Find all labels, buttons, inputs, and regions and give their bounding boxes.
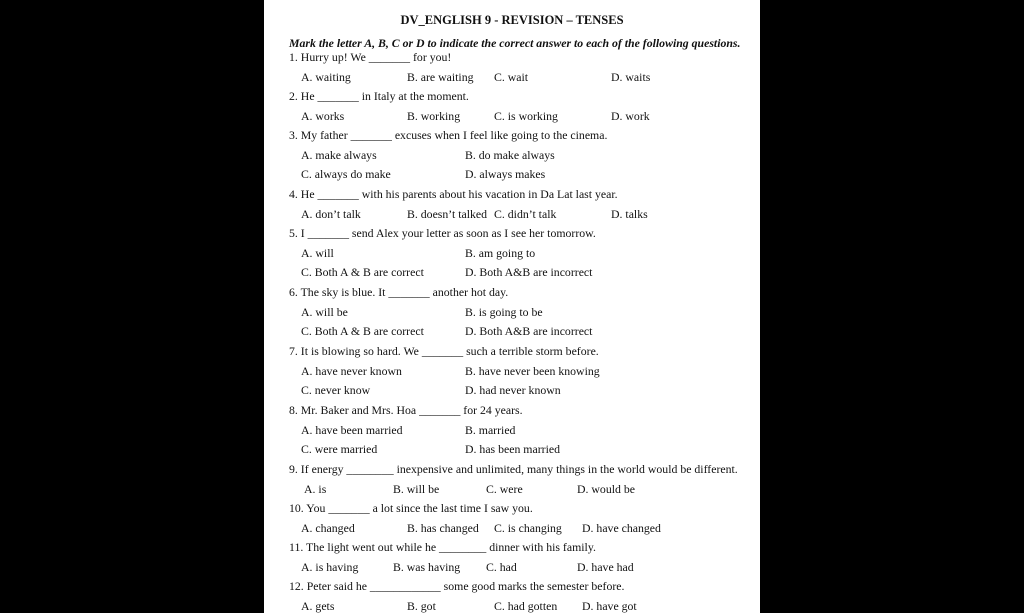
option-d: D. have got <box>582 598 637 613</box>
question-1 <box>264 50 760 90</box>
option-d: D. waits <box>611 69 651 84</box>
option-b: B. are waiting <box>407 69 474 84</box>
question-stem: 8. Mr. Baker and Mrs. Hoa _______ for 24 years. <box>289 403 523 417</box>
document-page <box>264 0 760 613</box>
question-stem: 7. It is blowing so hard. We _______ such a terrible storm before. <box>289 344 599 358</box>
option-a: A. is <box>304 481 327 496</box>
question-10 <box>264 501 760 541</box>
question-7 <box>264 344 760 397</box>
option-d: D. talks <box>611 206 648 221</box>
option-b: B. got <box>407 598 436 613</box>
option-b: B. married <box>465 422 516 437</box>
question-stem: 1. Hurry up! We _______ for you! <box>289 50 452 64</box>
option-a: A. don’t talk <box>301 206 361 221</box>
question-9 <box>264 462 760 502</box>
option-c: C. is working <box>494 108 558 123</box>
option-b: B. working <box>407 108 461 123</box>
option-b: B. has changed <box>407 520 479 535</box>
option-b: B. will be <box>393 481 440 496</box>
question-2 <box>264 89 760 129</box>
question-11 <box>264 540 760 580</box>
option-b: B. was having <box>393 559 461 574</box>
option-c: C. Both A & B are correct <box>301 324 424 338</box>
option-b: B. is going to be <box>465 304 543 319</box>
option-a: A. have never known <box>301 363 402 378</box>
option-c: C. had gotten <box>494 598 558 613</box>
question-stem: 4. He _______ with his parents about his vacation in Da Lat last year. <box>289 187 618 201</box>
document-title: DV_ENGLISH 9 - REVISION – TENSES <box>400 13 624 27</box>
option-d: D. have changed <box>582 520 661 535</box>
question-4 <box>264 187 760 227</box>
question-3 <box>264 128 760 181</box>
option-c: C. wait <box>494 69 529 84</box>
option-a: A. works <box>301 108 345 123</box>
option-c: C. didn’t talk <box>494 206 557 221</box>
option-b: B. doesn’t talked <box>407 206 488 221</box>
option-c: C. were married <box>301 442 378 456</box>
option-b: B. am going to <box>465 245 536 260</box>
option-a: A. is having <box>301 559 359 574</box>
option-d: D. had never known <box>465 383 561 397</box>
option-a: A. will <box>301 245 334 260</box>
option-a: A. have been married <box>301 422 403 437</box>
question-stem: 11. The light went out while he ________ dinner with his family. <box>289 540 596 554</box>
option-c: C. is changing <box>494 520 562 535</box>
instruction: Mark the letter A, B, C or D to indicate the correct answer to each of the following questions. <box>289 36 741 50</box>
option-a: A. will be <box>301 304 348 319</box>
option-d: D. would be <box>577 481 635 496</box>
question-12 <box>264 579 760 613</box>
option-d: D. Both A&B are incorrect <box>465 265 593 279</box>
option-d: D. has been married <box>465 442 560 456</box>
option-d: D. have had <box>577 559 634 574</box>
question-stem: 3. My father _______ excuses when I feel like going to the cinema. <box>289 128 608 142</box>
option-a: A. make always <box>301 147 377 162</box>
option-c: C. Both A & B are correct <box>301 265 424 279</box>
option-d: D. work <box>611 108 650 123</box>
question-stem: 6. The sky is blue. It _______ another hot day. <box>289 285 509 299</box>
option-a: A. waiting <box>301 69 351 84</box>
option-a: A. gets <box>301 598 335 613</box>
option-c: C. never know <box>301 383 371 397</box>
option-d: D. always makes <box>465 167 546 181</box>
question-stem: 9. If energy ________ inexpensive and unlimited, many things in the world would be different. <box>289 462 738 476</box>
option-d: D. Both A&B are incorrect <box>465 324 593 338</box>
option-b: B. do make always <box>465 147 555 162</box>
option-c: C. always do make <box>301 167 391 181</box>
question-8 <box>264 403 760 456</box>
question-stem: 10. You _______ a lot since the last time I saw you. <box>289 501 533 515</box>
option-c: C. had <box>486 559 517 574</box>
question-5 <box>264 226 760 279</box>
option-b: B. have never been knowing <box>465 363 600 378</box>
question-stem: 5. I _______ send Alex your letter as soon as I see her tomorrow. <box>289 226 596 240</box>
option-a: A. changed <box>301 520 355 535</box>
question-6 <box>264 285 760 338</box>
question-stem: 2. He _______ in Italy at the moment. <box>289 89 469 103</box>
option-c: C. were <box>486 481 523 496</box>
question-stem: 12. Peter said he ____________ some good marks the semester before. <box>289 579 625 593</box>
